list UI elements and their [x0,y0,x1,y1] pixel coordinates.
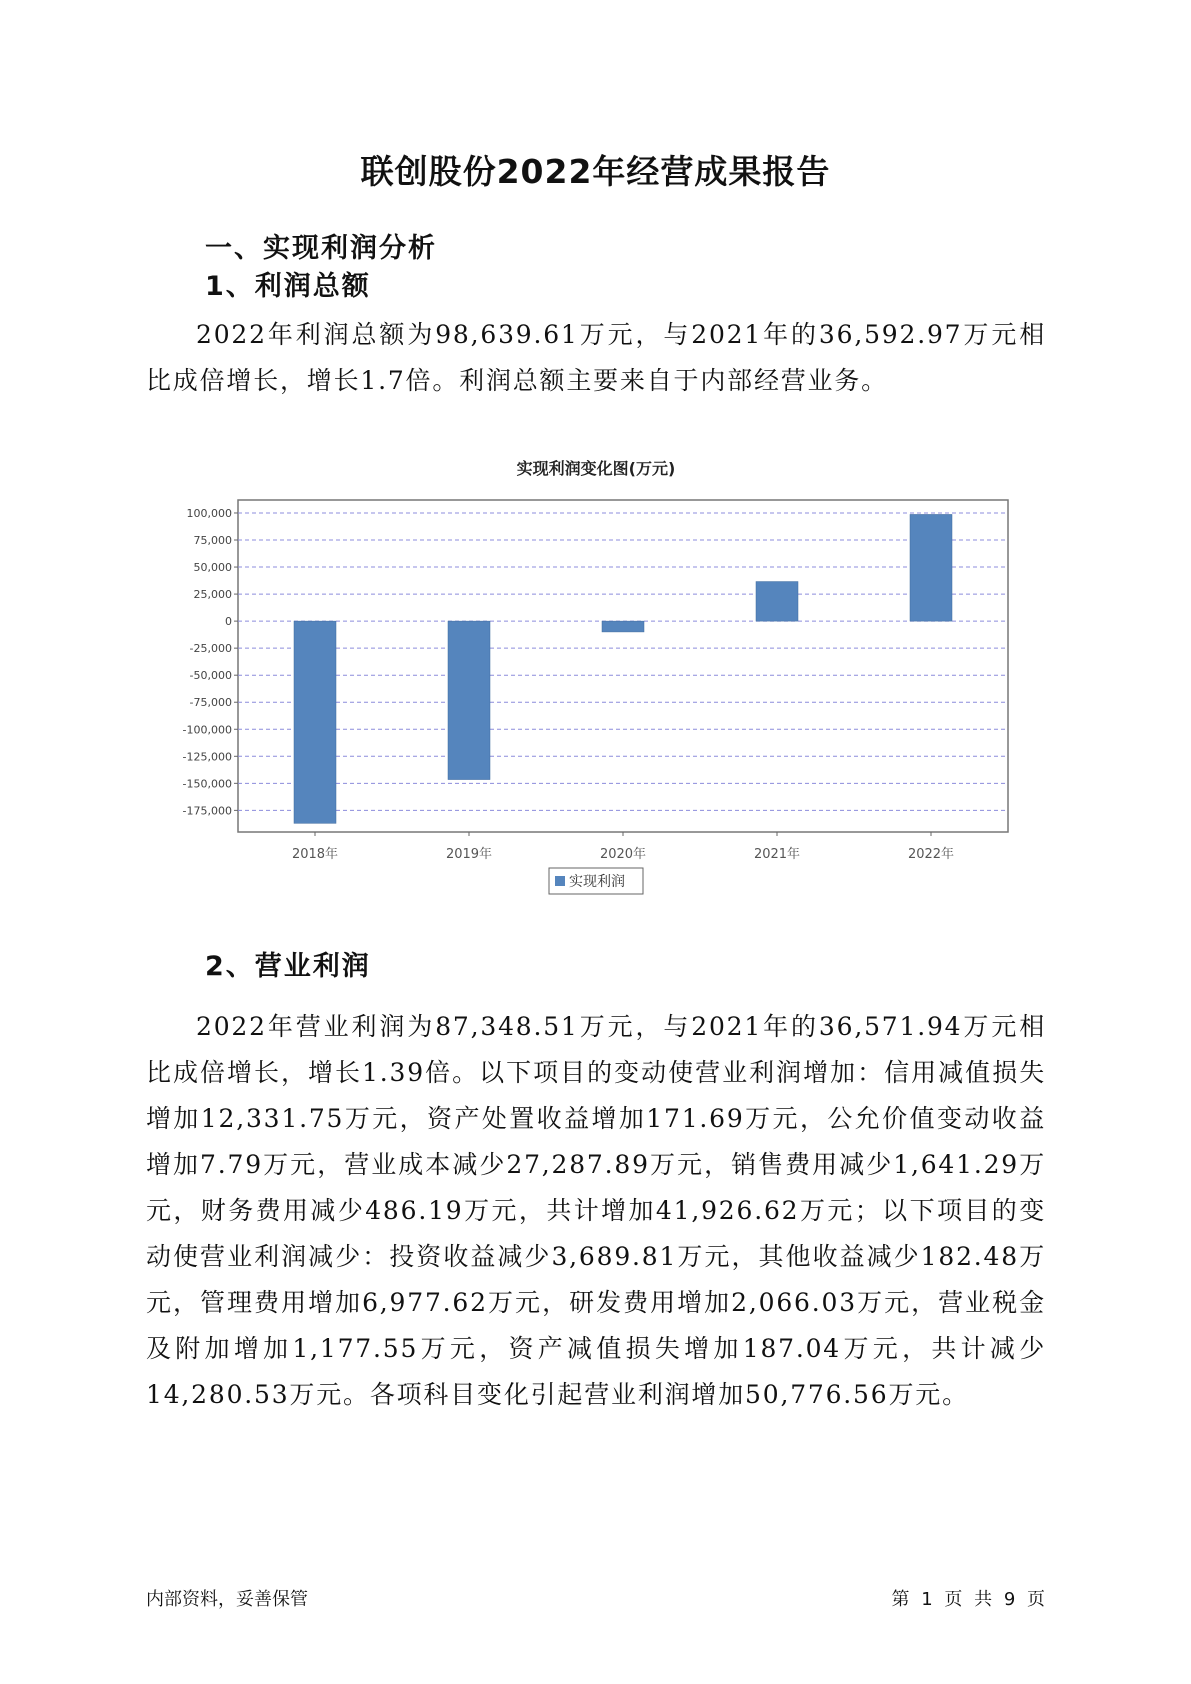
subsection-heading-operating-profit: 2、营业利润 [205,951,371,982]
y-tick-label: 0 [225,615,232,629]
footer-confidential-note: 内部资料，妥善保管 [146,1589,308,1610]
y-tick-label: -100,000 [182,723,232,737]
footer-page-number: 第 1 页 共 9 页 [891,1589,1045,1610]
bar-2018年 [294,621,336,823]
profit-chart-svg [0,450,1191,920]
profit-chart [0,450,1191,920]
y-tick-label: 25,000 [193,588,232,602]
plot-area-frame [238,500,1008,832]
y-tick-label: -25,000 [189,642,232,656]
y-tick-label: -175,000 [182,804,232,818]
paragraph-operating-profit: 2022年营业利润为87,348.51万元，与2021年的36,571.94万元相比成倍增长，增长1.39倍。以下项目的变动使营业利润增加：信用减值损失增加12,331.75万元，资产处置收益增加171.69万元，公允价值变动收益增加7.79万元，营业成本减少27,287.89万元，销售费用减少1,641.29万元，财务费用减少486.19万元，共计增加41,926.62万元；以下项目的变动使营业利润减少：投资收益减少3,689.81万元，其他收益减少182.48万元，管理费用增加6,977.62万元，研发费用增加2,066.03万元，营业税金及附加增加1,177.55万元，资产减值损失增加187.04万元，共计减少14,280.53万元。各项科目变化引起营业利润增加50,776.56万元。 [146,1012,1046,1409]
chart-title: 实现利润变化图(万元) [516,459,676,478]
bar-2021年 [756,582,798,622]
x-tick-label: 2020年 [599,847,647,862]
x-tick-label: 2021年 [753,847,801,862]
x-tick-label: 2022年 [907,847,955,862]
y-tick-label: -150,000 [182,777,232,791]
subsection-heading-total-profit: 1、利润总额 [205,271,371,302]
y-tick-label: -125,000 [182,750,232,764]
y-tick-label: 75,000 [193,534,232,548]
section-heading-profit-analysis: 一、实现利润分析 [205,233,437,264]
bar-2022年 [910,514,952,621]
legend-swatch [555,876,565,886]
paragraph-total-profit: 2022年利润总额为98,639.61万元，与2021年的36,592.97万元相比成倍增长，增长1.7倍。利润总额主要来自于内部经营业务。 [146,320,1046,395]
document-title: 联创股份2022年经营成果报告 [360,152,831,191]
y-tick-label: -75,000 [189,696,232,710]
x-tick-label: 2018年 [291,847,339,862]
bar-2019年 [448,621,490,779]
y-tick-label: 50,000 [193,561,232,575]
y-tick-label: -50,000 [189,669,232,683]
bar-2020年 [602,621,644,632]
legend-label: 实现利润 [569,874,625,890]
y-tick-label: 100,000 [186,506,232,520]
x-tick-label: 2019年 [445,847,493,862]
